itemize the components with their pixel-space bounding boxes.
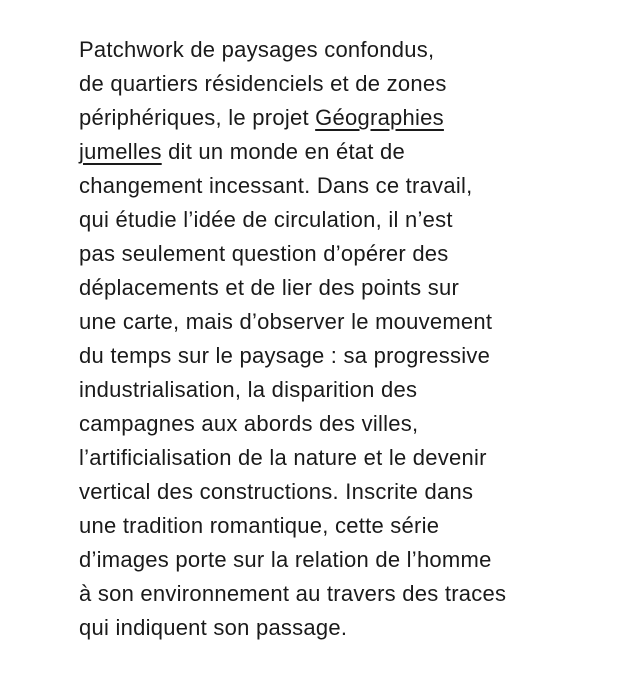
text-line: l’artificialisation de la nature et le devenir: [79, 445, 487, 470]
project-link-part1[interactable]: Géographies: [315, 105, 444, 130]
text-line: qui étudie l’idée de circulation, il n’est: [79, 207, 453, 232]
text-segment: dit un monde en état de: [161, 139, 405, 164]
text-line: changement incessant. Dans ce travail,: [79, 173, 473, 198]
text-line: industrialisation, la disparition des: [79, 377, 418, 402]
text-line: une tradition romantique, cette série: [79, 513, 440, 538]
text-line: déplacements et de lier des points sur: [79, 275, 460, 300]
text-line: du temps sur le paysage : sa progressive: [79, 343, 491, 368]
text-line: pas seulement question d’opérer des: [79, 241, 449, 266]
text-line: qui indiquent son passage.: [79, 615, 348, 640]
text-line: [79, 101, 609, 135]
text-line: vertical des constructions. Inscrite dans: [79, 479, 474, 504]
text-line: Patchwork de paysages confondus,: [79, 37, 435, 62]
text-line: [79, 135, 609, 169]
text-line: campagnes aux abords des villes,: [79, 411, 419, 436]
project-link-part2[interactable]: jumelles: [79, 139, 162, 164]
text-line: de quartiers résidenciels et de zones: [79, 71, 447, 96]
text-line: à son environnement au travers des traces: [79, 581, 507, 606]
text-segment: périphériques, le projet: [79, 105, 316, 130]
project-description: [79, 33, 609, 645]
text-line: d’images porte sur la relation de l’homme: [79, 547, 492, 572]
text-line: une carte, mais d’observer le mouvement: [79, 309, 493, 334]
